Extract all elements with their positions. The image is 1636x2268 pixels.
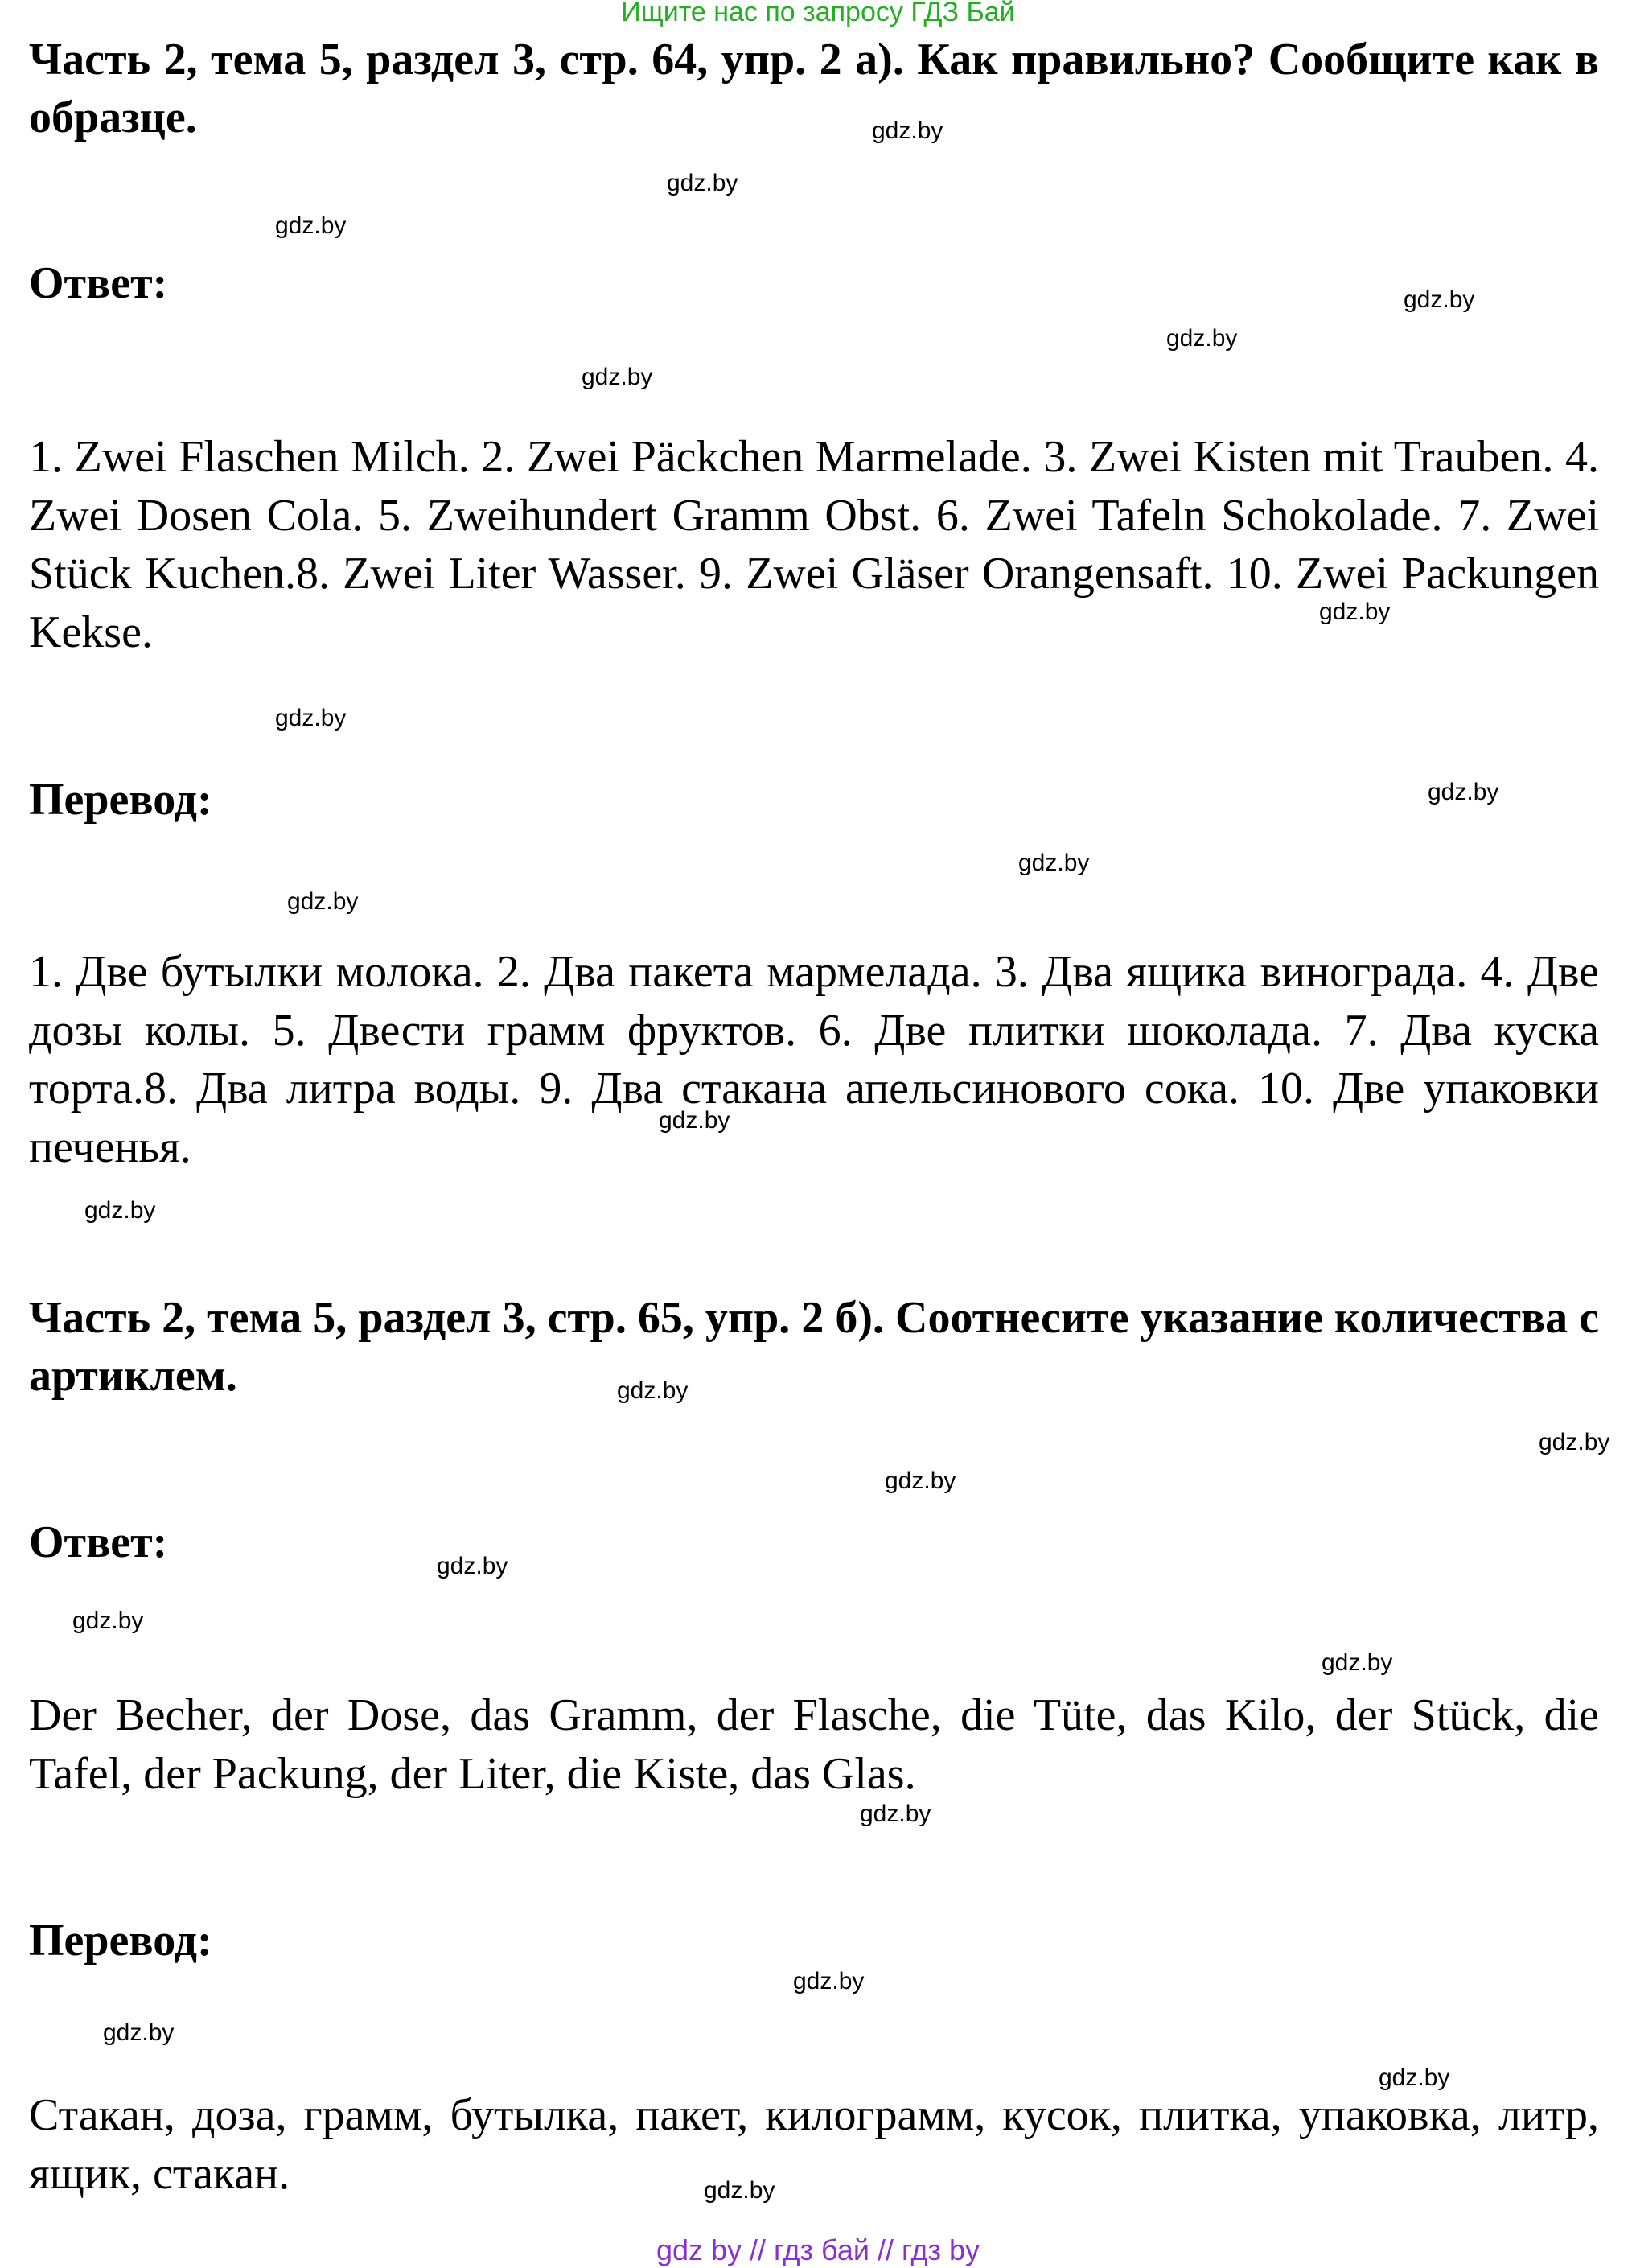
watermark: gdz.by bbox=[1379, 2064, 1450, 2091]
watermark: gdz.by bbox=[872, 117, 943, 144]
watermark: gdz.by bbox=[1322, 1649, 1393, 1676]
watermark: gdz.by bbox=[1404, 286, 1475, 313]
watermark: gdz.by bbox=[617, 1377, 689, 1404]
watermark: gdz.by bbox=[793, 1968, 865, 1994]
watermark: gdz.by bbox=[659, 1107, 730, 1134]
section1-heading: Часть 2, тема 5, раздел 3, стр. 64, упр. 2 а). Как правильно? Сообщите как в образце. bbox=[29, 35, 1599, 142]
watermark: gdz.by bbox=[885, 1467, 956, 1494]
watermark: gdz.by bbox=[275, 212, 347, 239]
watermark: gdz.by bbox=[667, 170, 738, 196]
section1-answer-text: 1. Zwei Flaschen Milch. 2. Zwei Päckchen Marmelade. 3. Zwei Kisten mit Trauben. 4. Zwei Dosen Cola. 5. Zweihundert Gramm Obst. 6. Zwei Tafeln Schokolade. 7. Zwei Stück Kuchen.8. Zwei Liter Wasser. 9. Zwei Gläser Orangensaft. 10. Zwei Packungen Kekse. bbox=[29, 432, 1599, 657]
watermark: gdz.by bbox=[1319, 599, 1391, 625]
watermark: gdz.by bbox=[704, 2177, 775, 2204]
watermark: gdz.by bbox=[582, 364, 653, 390]
section2-answer-text: Der Becher, der Dose, das Gramm, der Flasche, die Tüte, das Kilo, der Stück, die Tafel, der Packung, der Liter, die Kiste, das Glas. bbox=[29, 1690, 1599, 1799]
section2-answer-label: Ответ: bbox=[29, 1517, 168, 1567]
section2-translation-label: Перевод: bbox=[29, 1916, 212, 1965]
watermark: gdz.by bbox=[860, 1801, 931, 1827]
watermark: gdz.by bbox=[1539, 1429, 1610, 1455]
section2-heading: Часть 2, тема 5, раздел 3, стр. 65, упр. 2 б). Соотнесите указание количества с артиклем. bbox=[29, 1293, 1599, 1401]
watermark: gdz.by bbox=[287, 888, 359, 915]
watermark: gdz.by bbox=[1166, 325, 1238, 352]
watermark: gdz.by bbox=[103, 2019, 175, 2046]
section1-answer-label: Ответ: bbox=[29, 258, 168, 308]
watermark: gdz.by bbox=[1018, 850, 1090, 876]
footer-links[interactable]: gdz by // гдз бай // гдз by bbox=[656, 2233, 980, 2266]
watermark: gdz.by bbox=[275, 705, 347, 731]
watermark: gdz.by bbox=[72, 1607, 144, 1634]
section1-translation-text: 1. Две бутылки молока. 2. Два пакета мармелада. 3. Два ящика винограда. 4. Две дозы колы. 5. Двести грамм фруктов. 6. Две плитки шоколада. 7. Два куска торта.8. Два литра воды. 9. Два стакана апельсинового сока. 10. Две упаковки печенья. bbox=[29, 947, 1599, 1172]
watermark: gdz.by bbox=[437, 1553, 508, 1579]
watermark: gdz.by bbox=[84, 1197, 156, 1224]
section2-translation-text: Стакан, доза, грамм, бутылка, пакет, килограмм, кусок, плитка, упаковка, литр, ящик, стакан. bbox=[29, 2090, 1599, 2199]
section1-translation-label: Перевод: bbox=[29, 775, 212, 825]
top-banner[interactable]: Ищите нас по запросу ГДЗ Бай bbox=[621, 0, 1015, 27]
watermark: gdz.by bbox=[1428, 779, 1499, 805]
